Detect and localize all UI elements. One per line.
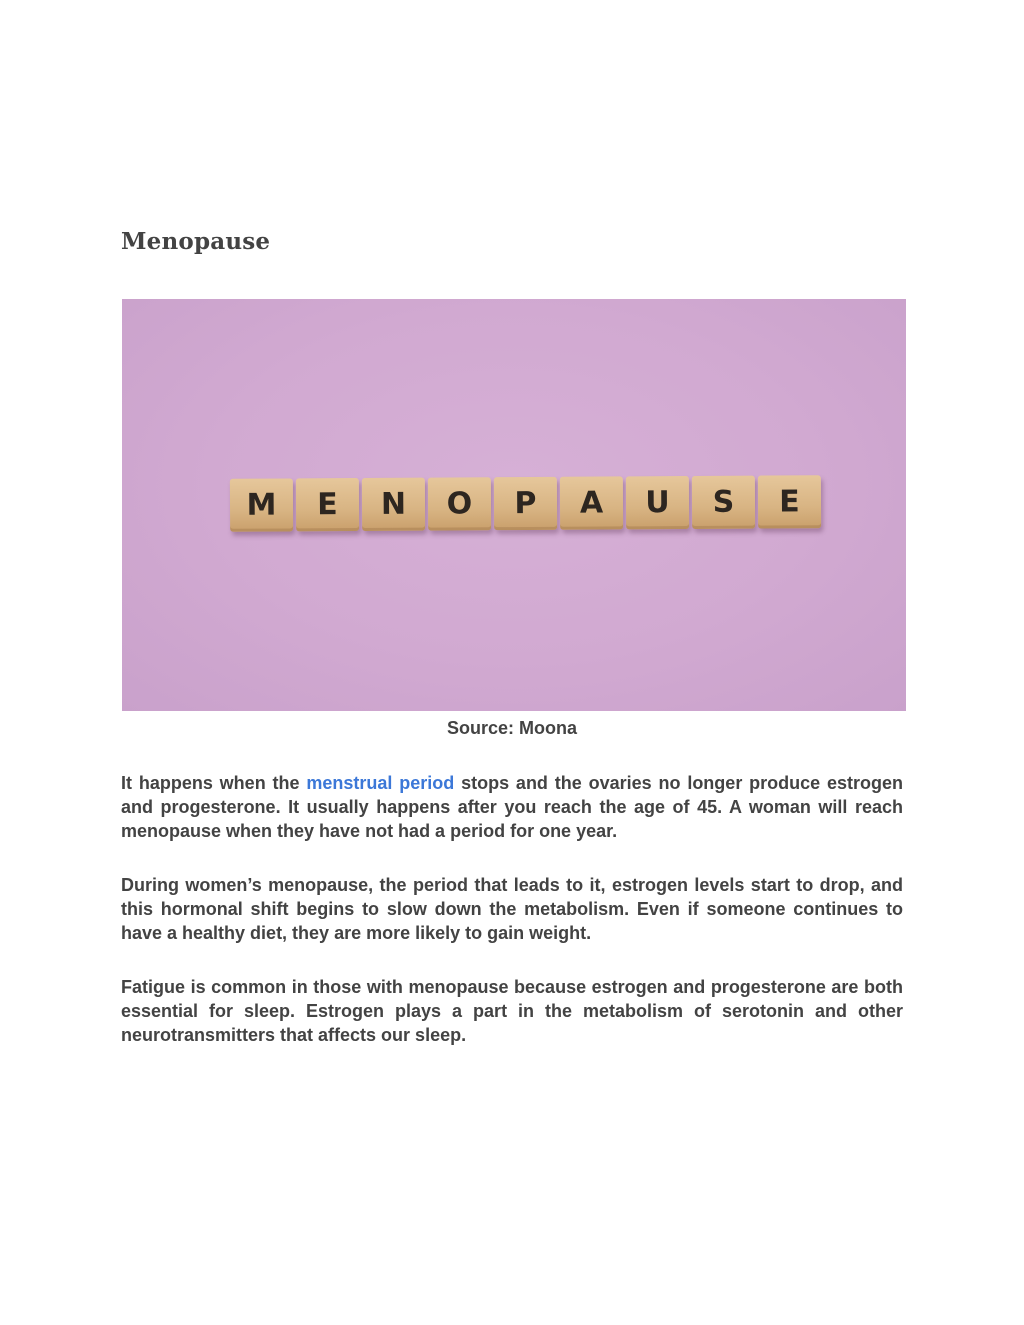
image-caption: Source: Moona: [446, 718, 577, 738]
letter-tile: S: [692, 476, 755, 529]
letter-tile: P: [494, 477, 557, 530]
paragraph-1-text-end: stops and the ovaries no longer produce estrogen and progesterone. It usually happens after you reach the age of 45. A woman will reach menopause when they have not had a period for one year.: [121, 773, 904, 841]
menstrual-period-link[interactable]: menstrual period: [306, 773, 455, 793]
letter-tile: M: [230, 478, 293, 531]
paragraph-3: Fatigue is common in those with menopause because estrogen and progesterone are both essential for sleep. Estrogen plays a part in the metabolism of serotonin and other neurotransmitters that affects our sleep.: [121, 977, 903, 1045]
paragraph-2: During women’s menopause, the period that leads to it, estrogen levels start to drop, and this hormonal shift begins to slow down the metabolism. Even if someone continues to have a healthy diet, they are more likely to gain weight.: [121, 875, 903, 943]
menopause-photo: [122, 299, 906, 711]
paragraph-1-text-start: It happens when the: [121, 773, 307, 793]
paragraph-1: [121, 771, 903, 843]
letter-tile: E: [758, 475, 821, 528]
letter-tile: E: [296, 478, 359, 531]
letter-tile: N: [362, 478, 425, 531]
letter-tiles: [230, 475, 821, 532]
page-title: Menopause: [121, 228, 271, 255]
letter-tile: O: [428, 477, 491, 530]
letter-tile: A: [560, 476, 623, 529]
letter-tile: U: [626, 476, 689, 529]
